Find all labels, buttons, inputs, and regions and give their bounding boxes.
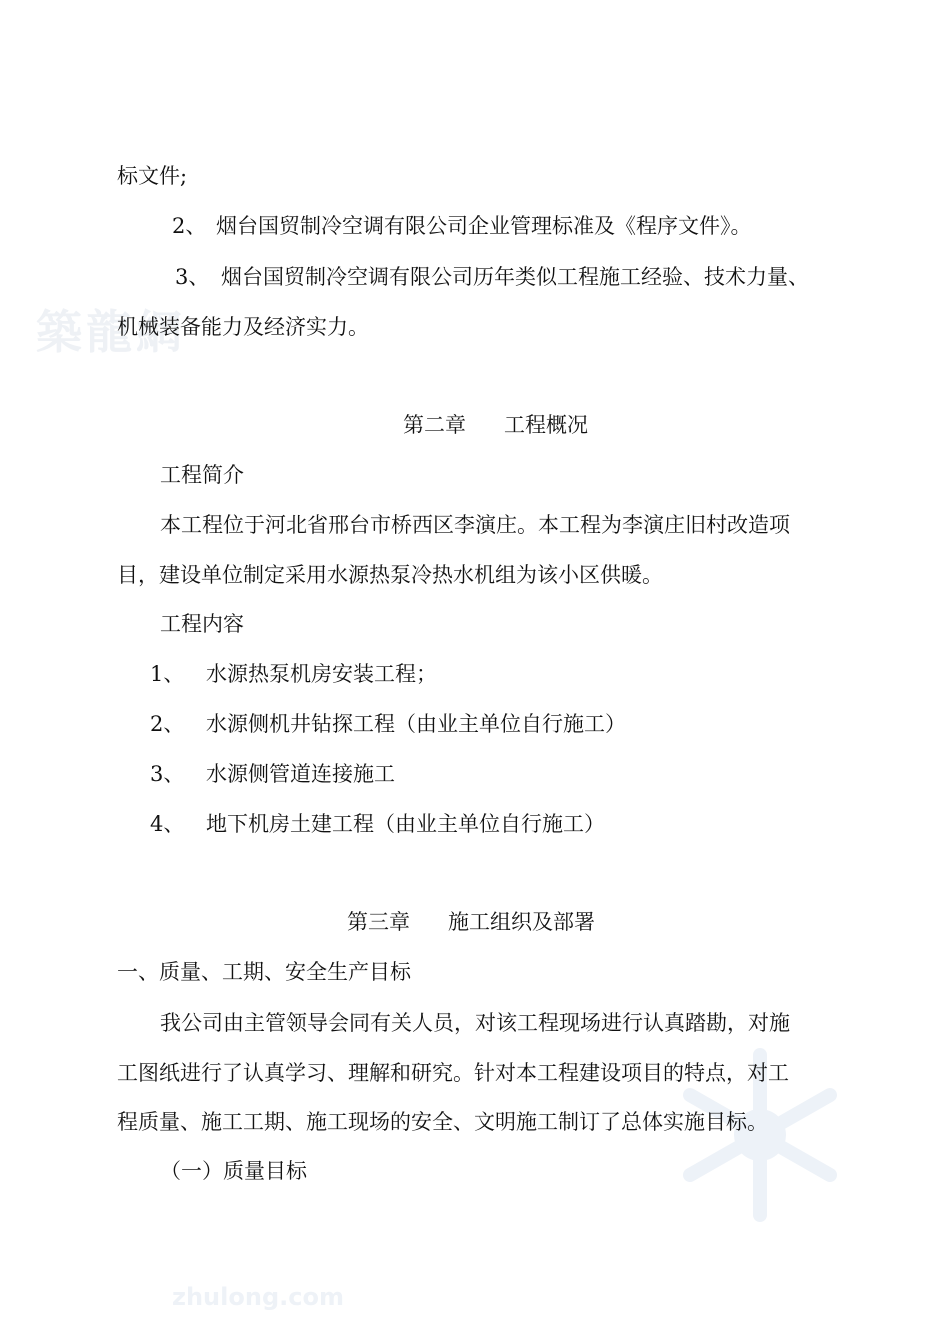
chapter-number: 第三章: [347, 910, 410, 934]
section1-tail: 标文件;: [117, 164, 188, 188]
chapter-title: 施工组织及部署: [448, 910, 595, 934]
list-item: [150, 812, 605, 837]
item-2: [172, 214, 752, 239]
content-heading: 工程内容: [160, 612, 244, 636]
item-number: 2、: [172, 214, 207, 238]
list-item: [150, 712, 626, 737]
item-text: 烟台国贸制冷空调有限公司企业管理标准及《程序文件》。: [216, 214, 752, 238]
paragraph-line-2: 工图纸进行了认真学习、理解和研究。针对本工程建设项目的特点，对工: [117, 1061, 789, 1085]
list-item: [150, 662, 437, 687]
item-text: 地下机房土建工程（由业主单位自行施工）: [206, 812, 605, 836]
sub-heading: （一）质量目标: [160, 1159, 307, 1183]
chapter-3-heading: [347, 910, 595, 935]
intro-paragraph-line-2: 目，建设单位制定采用水源热泵冷热水机组为该小区供暖。: [117, 563, 663, 587]
item-number: 3、: [150, 762, 185, 786]
chapter-2-heading: [403, 413, 588, 438]
list-item: [150, 762, 395, 787]
item-number: 4、: [150, 812, 185, 836]
item-number: 3、: [175, 265, 210, 289]
item-text: 水源热泵机房安装工程；: [206, 662, 437, 686]
intro-paragraph-line-1: 本工程位于河北省邢台市桥西区李演庄。本工程为李演庄旧村改造项: [160, 513, 790, 537]
intro-heading: 工程简介: [160, 463, 244, 487]
item-3-continued: 机械装备能力及经济实力。: [117, 315, 369, 339]
watermark-url: zhulong.com: [172, 1283, 344, 1311]
paragraph-line-3: 程质量、施工工期、施工现场的安全、文明施工制订了总体实施目标。: [117, 1110, 768, 1134]
paragraph-line-1: 我公司由主管领导会同有关人员，对该工程现场进行认真踏勘，对施: [160, 1011, 790, 1035]
chapter-title: 工程概况: [504, 413, 588, 437]
chapter-number: 第二章: [403, 413, 466, 437]
section-heading: 一、质量、工期、安全生产目标: [117, 960, 411, 984]
item-text: 水源侧机井钻探工程（由业主单位自行施工）: [206, 712, 626, 736]
watermark-logo-text: 築龍網: [36, 305, 186, 359]
item-text: 水源侧管道连接施工: [206, 762, 395, 786]
item-text: 烟台国贸制冷空调有限公司历年类似工程施工经验、技术力量、: [221, 265, 809, 289]
item-number: 1、: [150, 662, 185, 686]
item-3: [175, 265, 809, 290]
item-number: 2、: [150, 712, 185, 736]
